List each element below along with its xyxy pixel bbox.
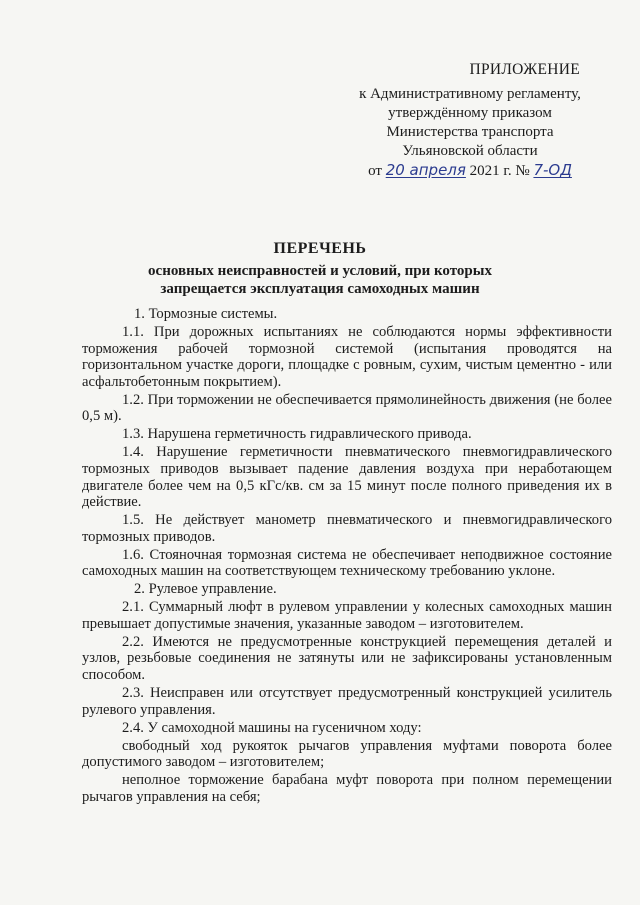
document-subtitle-line-1: основных неисправностей и условий, при которых: [148, 263, 492, 279]
paragraph: 2.1. Суммарный люфт в рулевом управлении у колесных самоходных машин превышает допустимые значения, указанные заводом – изготовителем.: [82, 599, 612, 632]
paragraph: 2.3. Неисправен или отсутствует предусмотренный конструкцией усилитель рулевого управления.: [82, 684, 612, 718]
date-year: 2021 г. №: [469, 163, 530, 179]
appendix-line: Министерства транспорта: [386, 124, 554, 140]
paragraph: 1.4. Нарушение герметичности пневматического пневмогидравлического тормозных приводов вызывает падение давления воздуха при неработающем двигателе более чем на 0,5 кГс/кв. см за 15 минут после полного приведения их в действие.: [82, 444, 612, 511]
appendix-line: утверждённому приказом: [388, 105, 552, 121]
paragraph: 1.2. При торможении не обеспечивается прямолинейность движения (не более 0,5 м).: [82, 391, 612, 425]
section-heading: 1. Тормозные системы.: [134, 306, 278, 322]
handwritten-number: 7-ОД: [533, 161, 572, 179]
section-heading: 2. Рулевое управление.: [134, 581, 277, 598]
document-body: [82, 306, 612, 807]
paragraph: неполное торможение барабана муфт поворота при полном перемещении рычагов управления на себя;: [82, 772, 612, 805]
document-title-block: [80, 240, 560, 298]
paragraph: свободный ход рукояток рычагов управления муфтами поворота более допустимого заводом – изготовителем;: [82, 737, 612, 771]
appendix-block: [330, 60, 610, 181]
date-prefix: от: [368, 163, 382, 179]
paragraph: 2.4. У самоходной машины на гусеничном ходу:: [122, 719, 422, 736]
paragraph: 1.5. Не действует манометр пневматического и пневмогидравлического тормозных приводов.: [82, 512, 612, 545]
document-subtitle-line-2: запрещается эксплуатация самоходных машин: [160, 281, 480, 297]
appendix-line: к Административному регламенту,: [359, 86, 581, 102]
paragraph: 2.2. Имеются не предусмотренные конструкцией перемещения деталей и узлов, резьбовые соединения не затянуты или не зафиксированы установленным способом.: [82, 633, 612, 683]
paragraph: 1.1. При дорожных испытаниях не соблюдаются нормы эффективности торможения рабочей тормозной системой (испытания проводятся на горизонтальном участке дороги, площадке с ровным, сухим, чистым цементно - или асфальтобетонным покрытием).: [82, 323, 612, 390]
document-title: ПЕРЕЧЕНЬ: [273, 240, 367, 257]
handwritten-date: 20 апреля: [385, 161, 466, 179]
paragraph: 1.3. Нарушена герметичность гидравлического привода.: [122, 426, 472, 443]
appendix-line: Ульяновской области: [402, 143, 538, 159]
appendix-heading: ПРИЛОЖЕНИЕ: [469, 61, 580, 78]
appendix-date-line: [330, 161, 610, 181]
paragraph: 1.6. Стояночная тормозная система не обеспечивает неподвижное состояние самоходных машин на соответствующем техническому требованию уклоне.: [82, 546, 612, 580]
